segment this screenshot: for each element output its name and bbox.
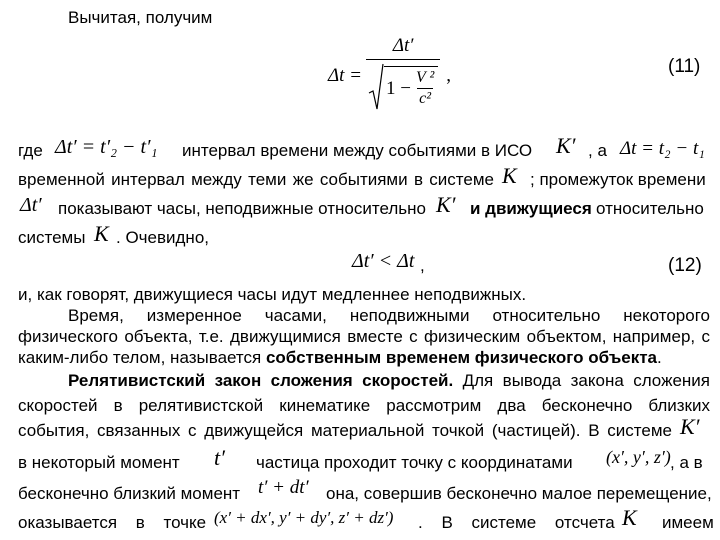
- eq11-one-minus: 1 −: [386, 77, 411, 99]
- delta-t-prime-definition: Δt′ = t′₂ − t′₁: [55, 136, 158, 158]
- row-four-text: системы: [18, 228, 86, 247]
- equation-12-comma: ,: [420, 256, 425, 275]
- para-line-2: Время, измеренное часами, неподвижными относительно некоторого: [68, 306, 710, 325]
- eq11-numerator: Δt′: [392, 35, 414, 56]
- delta-t-prime: Δt′: [20, 194, 42, 216]
- time-t-prime-plus-dt: t′ + dt′: [258, 477, 309, 498]
- para-line-5: [68, 371, 710, 391]
- frame-k-prime-2: K′: [436, 192, 456, 217]
- coordinates-prime: (x′, y′, z′): [606, 447, 671, 467]
- proper-time-term: собственным временем физического объекта: [265, 348, 657, 367]
- para-line-10-start: оказывается в точке: [18, 513, 207, 532]
- row-three-tail: относительно: [596, 199, 704, 218]
- para-line-10-mid: . В системе отсчета: [418, 513, 615, 532]
- frame-k-prime-3: K′: [680, 414, 700, 439]
- para-line-10-end: имеем: [662, 513, 714, 532]
- where-and: , а: [588, 141, 607, 160]
- para-line-8-mid: частица проходит точку с координатами: [256, 453, 573, 472]
- eq11-radicand: [384, 66, 438, 108]
- equation-11-number: (11): [668, 56, 701, 77]
- equation-12: Δt′ < Δt: [352, 250, 415, 272]
- where-label: где: [18, 141, 43, 160]
- para-line-4: [18, 348, 662, 368]
- eq11-fraction: [366, 35, 440, 117]
- para-line-9-start: бесконечно близкий момент: [18, 484, 241, 503]
- frame-k: K: [502, 163, 517, 188]
- para-line-6: скоростей в релятивистской кинематике рассмотрим два бесконечно близких: [18, 396, 710, 415]
- row-three-text: показывают часы, неподвижные относительно: [58, 199, 426, 218]
- frame-k-prime: K′: [556, 133, 576, 158]
- moving-bold-text: и движущиеся: [470, 199, 592, 218]
- row-two-text: временной интервал между теми же событиями в системе: [18, 170, 494, 189]
- delta-t-definition: Δt = t₂ − t₁: [620, 138, 705, 159]
- frame-k-3: K: [622, 505, 637, 530]
- para-line-7: события, связанных с движущейся материальной точкой (частицей). В системе: [18, 421, 672, 440]
- para-line-4-end: .: [657, 348, 662, 367]
- frame-k-2: K: [94, 221, 109, 246]
- eq11-c2: c²: [419, 90, 432, 107]
- para-line-8-start: в некоторый момент: [18, 453, 180, 472]
- velocity-addition-heading: Релятивистский закон сложения скоростей.: [68, 371, 454, 390]
- equation-11: [328, 28, 451, 124]
- para-line-3: физического объекта, т.е. движущимися вместе с физическим объектом, например, с: [18, 327, 710, 346]
- intro-line: Вычитая, получим: [68, 8, 213, 27]
- para-line-9-end: она, совершив бесконечно малое перемещение,: [326, 484, 712, 503]
- para-line-4-start: каким-либо телом, называется: [18, 348, 262, 367]
- eq11-lhs: Δt =: [328, 65, 363, 86]
- row-two-tail: ; промежуток времени: [530, 170, 706, 189]
- eq11-comma: ,: [446, 65, 452, 86]
- para-line-1: и, как говорят, движущиеся часы идут медленнее неподвижных.: [18, 285, 527, 304]
- para-line-5-tail: Для вывода закона сложения: [462, 371, 710, 390]
- where-text: интервал времени между событиями в ИСО: [182, 141, 533, 160]
- time-t-prime: t′: [214, 445, 225, 470]
- row-four-tail: . Очевидно,: [116, 228, 209, 247]
- equation-12-number: (12): [668, 255, 702, 276]
- para-line-8-end: , а в: [670, 453, 703, 472]
- eq11-denominator: [366, 59, 440, 117]
- eq11-v2: V ²: [415, 69, 435, 86]
- sqrt-sign-icon: [368, 63, 384, 111]
- eq11-sqrt: [368, 63, 438, 111]
- coordinates-displaced: (x′ + dx′, y′ + dy′, z′ + dz′): [214, 508, 394, 527]
- eq11-v-over-c: [414, 69, 436, 108]
